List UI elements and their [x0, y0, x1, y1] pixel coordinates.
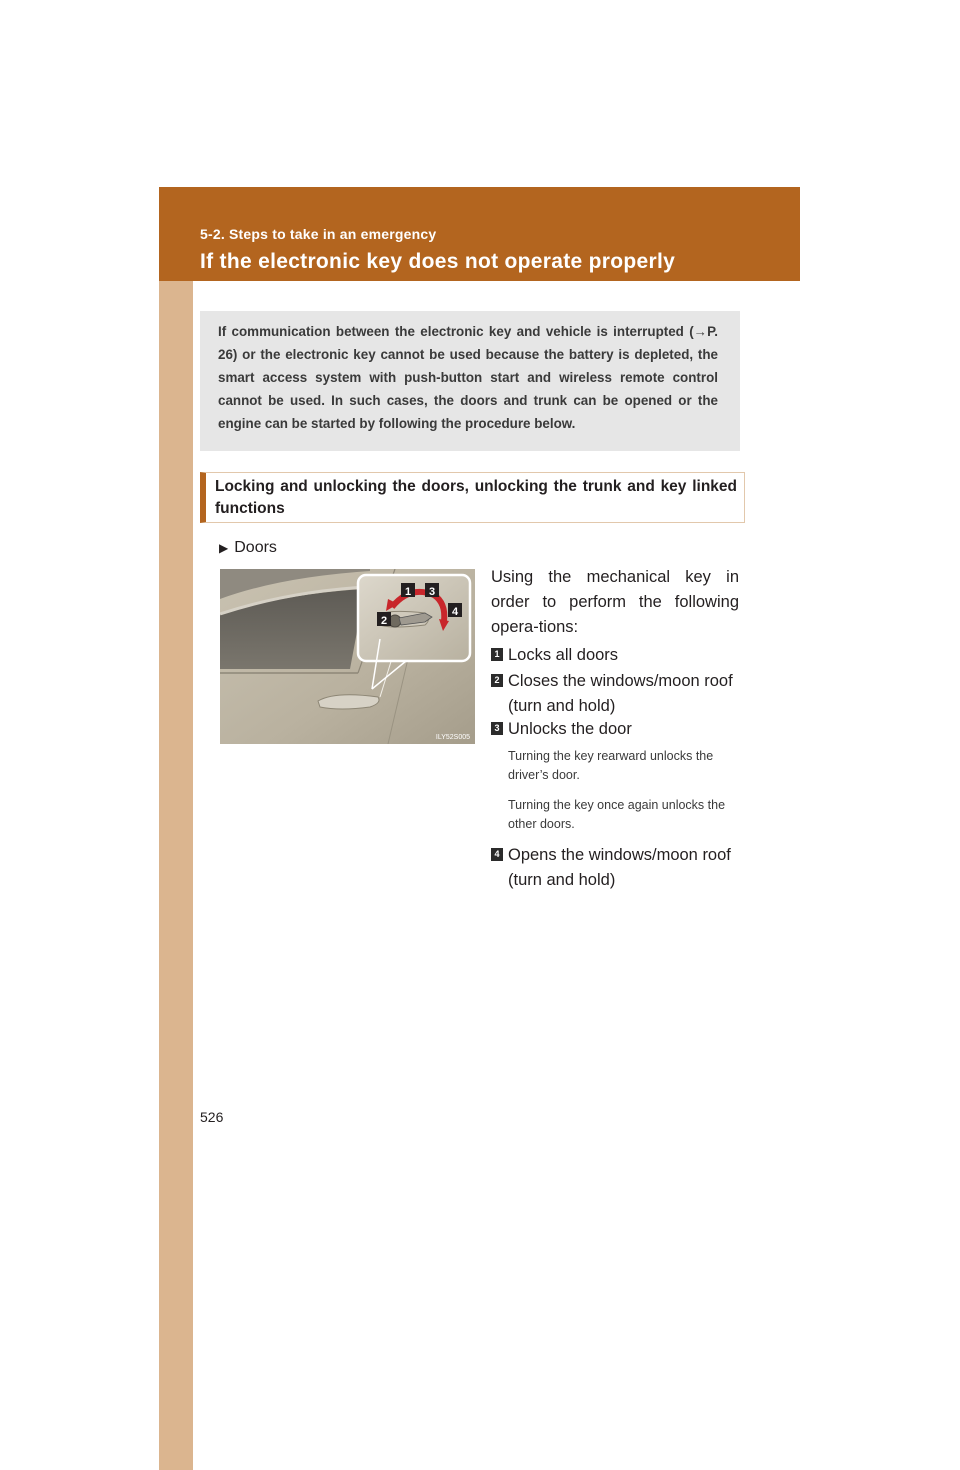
note-text: Turning the key rearward unlocks the driver’s door. [508, 749, 714, 782]
subsection-title: Locking and unlocking the doors, unlocking the trunk and key linked functions [215, 478, 737, 517]
doors-label: Doors [234, 539, 277, 556]
door-key-illustration [220, 569, 475, 744]
page-number: 526 [200, 1109, 224, 1125]
instructions-text: Using the mechanical key in order to perform the following opera-tions: [491, 568, 739, 636]
page-title: If the electronic key does not operate properly [200, 250, 676, 273]
section-label: 5-2. Steps to take in an emergency [200, 226, 437, 242]
step-text: Opens the windows/moon roof (turn and hold) [508, 846, 731, 889]
callout-4: 4 [451, 606, 459, 618]
step-number-badge: 2 [491, 674, 503, 687]
callout-1: 1 [404, 586, 412, 598]
page-side-bar [159, 187, 193, 1470]
step-number-badge: 4 [491, 848, 503, 861]
callout-3: 3 [428, 586, 436, 598]
triangle-bullet-icon: ▶ [219, 541, 229, 555]
image-code: ILY52S005 [435, 734, 470, 741]
doors-bullet [219, 539, 277, 557]
callout-2: 2 [380, 615, 388, 627]
step-text: Closes the windows/moon roof (turn and hold) [508, 672, 733, 715]
step-text: Locks all doors [508, 646, 619, 664]
door-handle-figure [220, 569, 475, 744]
intro-text: If communication between the electronic key and vehicle is interrupted (→P. 26) or the electronic key cannot be used because the battery is depleted, the smart access system with push-button start and wireless remote control cannot be used. In such cases, the doors and trunk can be opened or the engine can be started by following the procedure below. [218, 324, 718, 431]
step-text: Unlocks the door [508, 720, 632, 738]
step-number-badge: 1 [491, 648, 503, 661]
note-text: Turning the key once again unlocks the other doors. [508, 798, 726, 831]
step-number-badge: 3 [491, 722, 503, 735]
